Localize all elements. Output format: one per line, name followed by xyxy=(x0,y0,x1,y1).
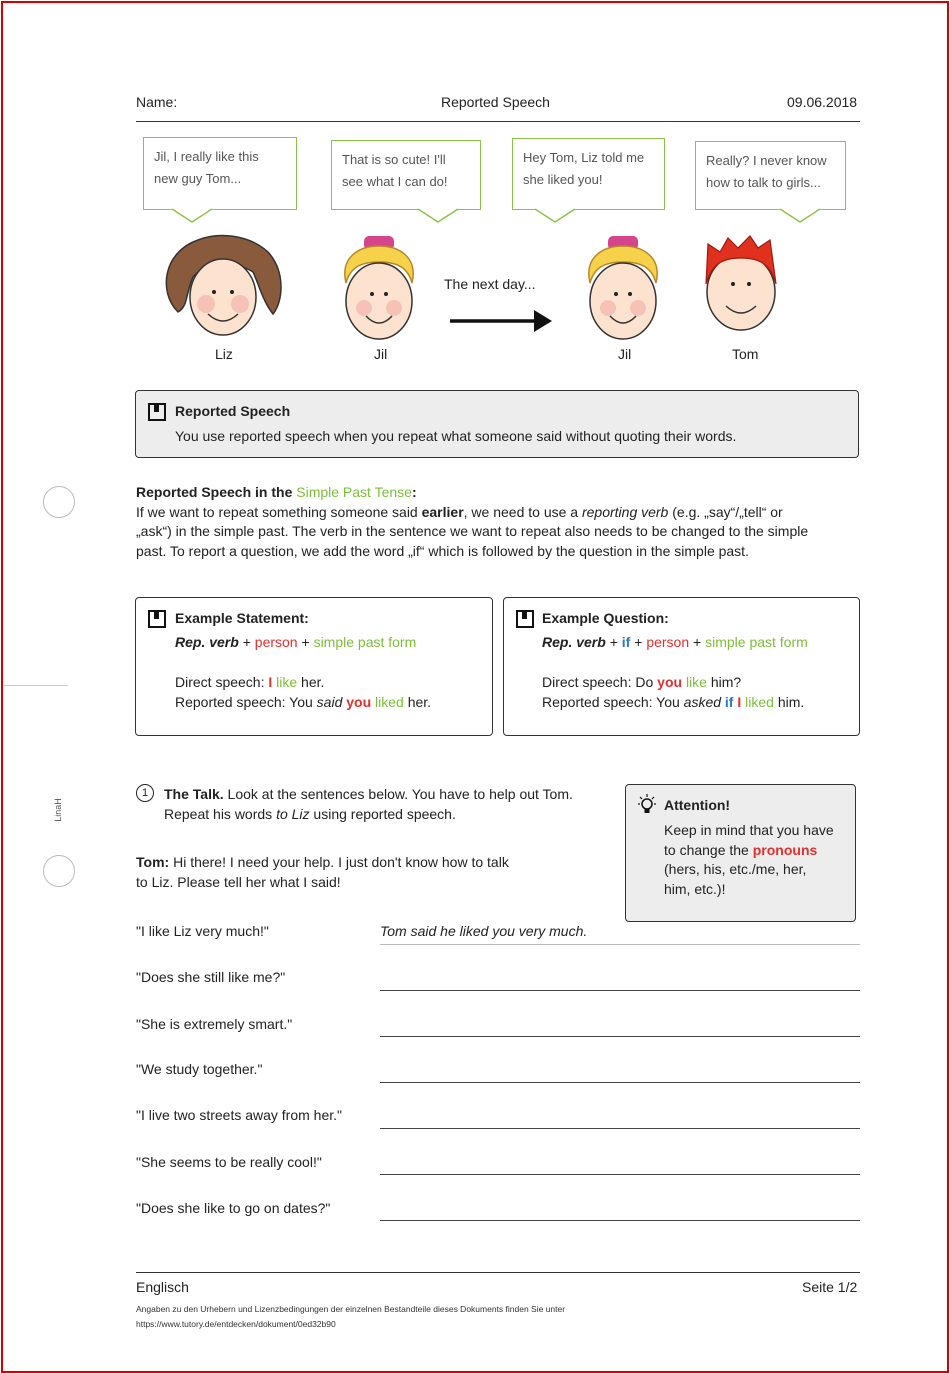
bookmark-icon xyxy=(148,403,166,421)
exercise-question: "She seems to be really cool!" xyxy=(136,1154,322,1170)
tom-face-icon xyxy=(700,234,782,334)
liz-face-icon xyxy=(158,232,288,338)
example-question-title: Example Question: xyxy=(542,610,669,626)
question-formula: Rep. verb + if + person + simple past form xyxy=(542,634,808,650)
bubble-tail xyxy=(535,208,575,224)
header-rule xyxy=(136,121,860,122)
example-statement-title: Example Statement: xyxy=(175,610,309,626)
reported-speech-info-box xyxy=(135,390,859,458)
answer-line[interactable] xyxy=(380,944,860,945)
attention-title: Attention! xyxy=(664,797,731,813)
footer-page: Seite 1/2 xyxy=(802,1279,858,1295)
explanation-line-2: „ask“) in the simple past. The verb in the sentence we want to repeat also needs to be changed to the simple xyxy=(136,523,809,539)
speech-bubble-jil-2 xyxy=(512,138,665,210)
answer-line[interactable] xyxy=(380,1220,860,1221)
explanation-line-3: past. To report a question, we add the word „if“ which is followed by the question in the simple past. xyxy=(136,542,749,559)
statement-formula: Rep. verb + person + simple past form xyxy=(175,634,417,650)
attention-box xyxy=(625,784,856,922)
statement-direct-speech: Direct speech: I like her. xyxy=(175,674,325,690)
bubble-text: Hey Tom, Liz told me she liked you! xyxy=(523,150,645,187)
exercise-question: "Does she still like me?" xyxy=(136,969,286,985)
task-number-badge: 1 xyxy=(136,784,154,802)
footer-rule xyxy=(136,1272,860,1273)
section-heading: Reported Speech in the Simple Past Tense: xyxy=(136,484,417,500)
document-date: 09.06.2018 xyxy=(787,94,858,110)
exercise-question: "I live two streets away from her." xyxy=(136,1107,343,1123)
footer-subject: Englisch xyxy=(136,1279,189,1295)
answer-line[interactable] xyxy=(380,990,860,991)
answer-line[interactable] xyxy=(380,1128,860,1129)
bubble-text: Jil, I really like this new guy Tom... xyxy=(154,149,259,186)
question-reported-speech: Reported speech: You asked if I liked him. xyxy=(542,694,805,710)
character-label-jil: Jil xyxy=(374,346,388,362)
footer-credits-link[interactable]: https://www.tutory.de/entdecken/dokument/0ed32b90 xyxy=(136,1319,336,1329)
jil-face-icon xyxy=(338,228,420,343)
next-day-label: The next day... xyxy=(444,276,536,292)
statement-reported-speech: Reported speech: You said you liked her. xyxy=(175,694,432,710)
exercise-question: "I like Liz very much!" xyxy=(136,923,269,939)
character-label-jil-2: Jil xyxy=(618,346,632,362)
tom-request: Tom: Hi there! I need your help. I just don't know how to talk to Liz. Please tell her what I said! xyxy=(136,854,509,890)
character-label-tom: Tom xyxy=(732,346,759,362)
explanation-line-1: If we want to repeat something someone said earlier, we need to use a reporting verb (e.g. „say“/„tell“ or xyxy=(136,503,783,520)
jil-face-icon xyxy=(582,228,664,343)
task-instructions: The Talk. Look at the sentences below. You have to help out Tom. Repeat his words to Liz using reported speech. xyxy=(164,786,573,822)
lightbulb-icon xyxy=(636,794,658,816)
exercise-question: "We study together." xyxy=(136,1061,263,1077)
question-direct-speech: Direct speech: Do you like him? xyxy=(542,674,742,690)
answer-line[interactable] xyxy=(380,1082,860,1083)
answer-line[interactable] xyxy=(380,1174,860,1175)
example-statement-box xyxy=(135,597,493,736)
info-text: You use reported speech when you repeat what someone said without quoting their words. xyxy=(175,428,737,444)
info-title: Reported Speech xyxy=(175,403,291,419)
example-question-box xyxy=(503,597,860,736)
bubble-tail xyxy=(172,208,212,224)
exercise-question: "Does she like to go on dates?" xyxy=(136,1200,331,1216)
exercise-question: "She is extremely smart." xyxy=(136,1016,293,1032)
bookmark-icon xyxy=(516,610,534,628)
attention-text: Keep in mind that you have to change the pronouns (hers, his, etc./me, her, him, etc.)! xyxy=(664,822,834,897)
punch-hole-marker xyxy=(43,486,75,518)
name-label: Name: xyxy=(136,94,178,110)
document-title: Reported Speech xyxy=(441,94,550,110)
character-label-liz: Liz xyxy=(215,346,233,362)
bubble-tail xyxy=(418,208,458,224)
arrow-right-icon xyxy=(448,308,554,334)
speech-bubble-jil xyxy=(331,140,481,210)
fold-mark xyxy=(4,685,68,686)
bookmark-icon xyxy=(148,610,166,628)
punch-hole-marker xyxy=(43,855,75,887)
bubble-tail xyxy=(780,208,820,224)
answer-line[interactable] xyxy=(380,1036,860,1037)
footer-credits: Angaben zu den Urhebern und Lizenzbedingungen der einzelnen Bestandteile dieses Dokuments finden Sie unter xyxy=(136,1304,566,1314)
author-label: LinaH xyxy=(52,798,63,822)
tense-name: Simple Past Tense xyxy=(296,484,412,500)
bubble-text: Really? I never know how to talk to girls... xyxy=(706,153,827,190)
speech-bubble-tom xyxy=(695,141,846,210)
bubble-text: That is so cute! I'll see what I can do! xyxy=(342,152,448,189)
exercise-answer[interactable]: Tom said he liked you very much. xyxy=(380,923,588,939)
explanation-section xyxy=(136,483,866,561)
speech-bubble-liz xyxy=(143,137,297,210)
